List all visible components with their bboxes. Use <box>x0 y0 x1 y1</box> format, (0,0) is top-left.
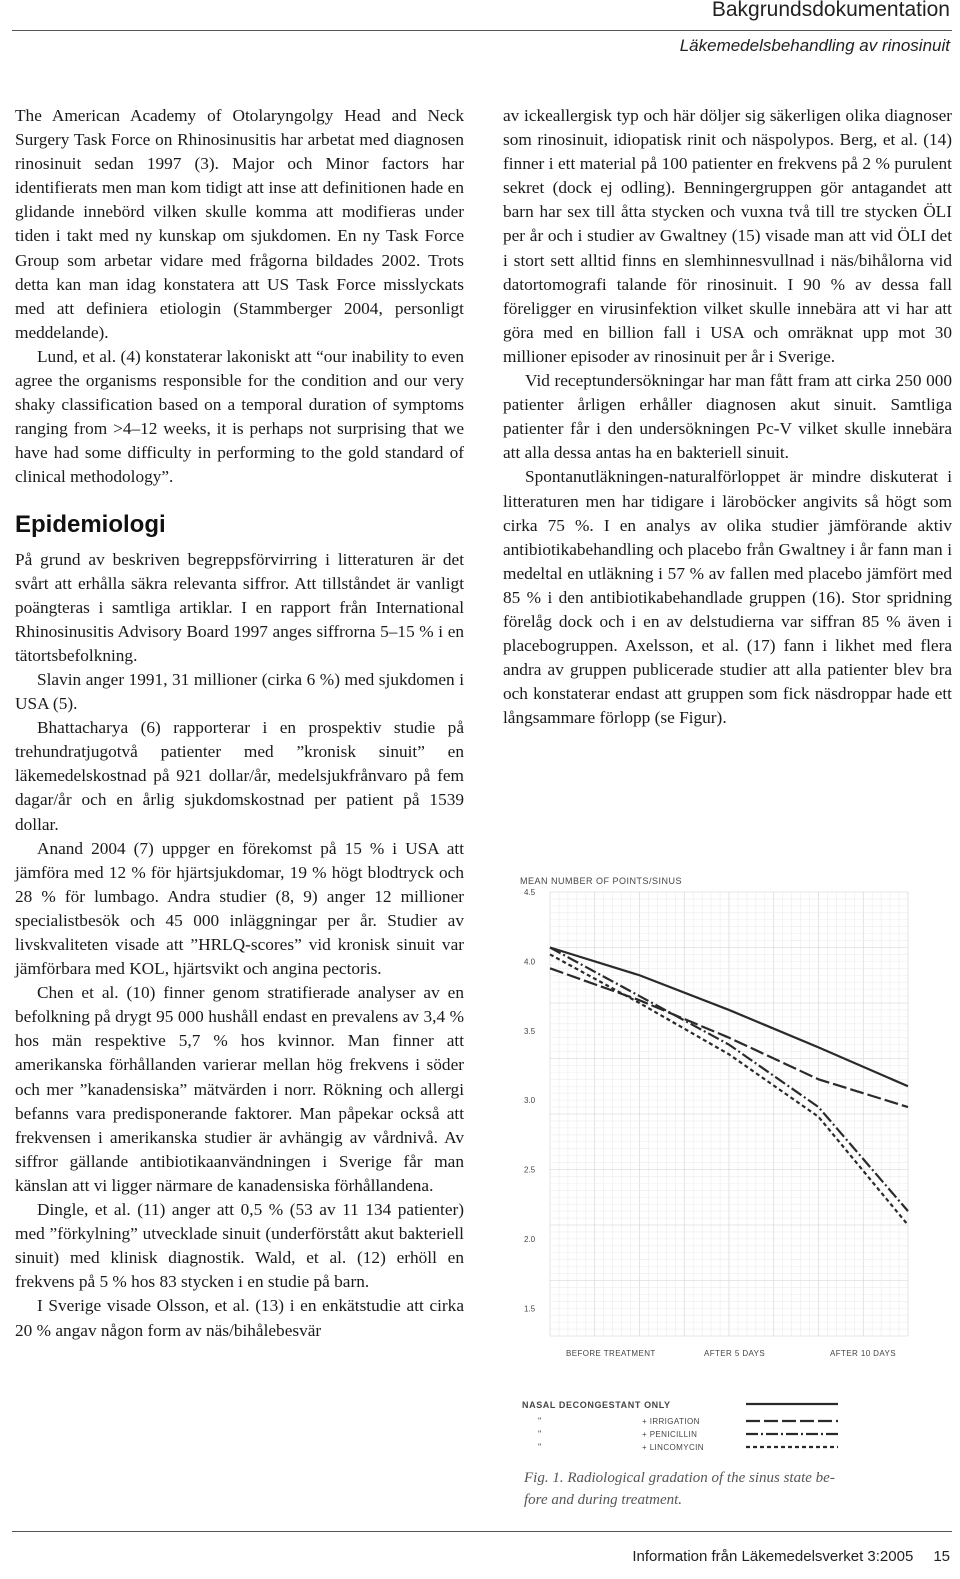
body-paragraph: Dingle, et al. (11) anger att 0,5 % (53 av 11 134 patienter) med ”förkylning” utvecklade sinuit (underförstått akut bakteriell sinuit) med klinisk diagnostik. Wald, et al. (12) erhöll en frekvens på 5 % hos 83 stycken i en studie på barn. <box>15 1200 464 1292</box>
legend-title: NASAL DECONGESTANT ONLY <box>522 1400 671 1410</box>
figure-sinus-gradation <box>508 868 952 1518</box>
figure-caption-line-2: fore and during treatment. <box>524 1492 683 1508</box>
y-tick-labels <box>524 888 536 1313</box>
y-tick-label: 2.5 <box>524 1165 536 1175</box>
body-paragraph: The American Academy of Otolaryngolgy Head and Neck Surgery Task Force on Rhinosinusitis har arbetat med diagnosen rinosinuit sedan 1997 (3). Major och Minor factors har identifierats men man kom tidigt att inse att definitionen hade en glidande innebörd vilken skulle komma att modifieras under tiden i takt med ny kunskap om sjukdomen. En ny Task Force Group som arbetar vidare med frågorna bildades 2002. Trots detta kan man idag konstatera att US Task Force misslyckats med att definiera etiologin (Stammberger 2004, personligt meddelande). <box>15 106 464 342</box>
body-paragraph: av ickeallergisk typ och här döljer sig säkerligen olika diagnoser som rinosinuit, idiopatisk rinit och näspolypos. Berg, et al. (14) finner i ett material på 100 patienter en frekvens på 2 % purulent sekret (dock ej odling). Benningergruppen gör antagandet att barn har sex till åtta stycken och vuxna två till tre stycken ÖLI per år och i studier av Gwaltney (15) visade man att vid ÖLI det i stort sett alltid finns en slemhinnesvullnad i näs/bihålorna vid datortomografi talande för rinosinuit. I 90 % av dessa fall föreligger en virusinfektion vilket skulle innebära att vi har att göra med en billion fall i USA och omräknat upp mot 30 millioner episoder av rinosinuit per år i Sverige. <box>503 106 952 366</box>
x-tick-labels <box>566 1349 896 1358</box>
body-paragraph: Vid receptundersökningar har man fått fram att cirka 250 000 patienter årligen erhåller diagnosen akut sinuit. Samtliga patienter får i den undersökningen Pc-V vilket skulle innebära att alla dessa antas ha en bakteriell sinuit. <box>503 371 952 463</box>
figure-caption-line-1: Fig. 1. Radiological gradation of the sinus state be- <box>524 1470 835 1486</box>
chart-grid <box>550 892 908 1336</box>
legend-ditto-mark: " <box>538 1416 542 1426</box>
body-paragraph: I Sverige visade Olsson, et al. (13) i en enkätstudie att cirka 20 % angav någon form av näs/bihålebesvär <box>15 1296 464 1340</box>
left-column <box>15 104 464 1343</box>
body-paragraph: På grund av beskriven begreppsförvirring i litteraturen är det svårt att erhålla säkra relevanta siffror. Att tillståndet är vanligt poängteras i samtliga artiklar. I en rapport från International Rhinosinusitis Advisory Board 1997 anges siffrorna 5–15 % i en tätortsbefolkning. <box>15 549 464 665</box>
legend-ditto-mark: " <box>538 1429 542 1439</box>
legend-ditto-mark: " <box>538 1442 542 1452</box>
x-tick-label: AFTER 10 DAYS <box>830 1349 896 1358</box>
header-rule <box>12 30 952 31</box>
chart-legend <box>522 1400 838 1452</box>
legend-label: + IRRIGATION <box>642 1417 700 1426</box>
y-tick-label: 4.0 <box>524 957 536 967</box>
body-paragraph: Chen et al. (10) finner genom stratifierade analyser av en befolkning på drygt 95 000 hushåll endast en prevalens av 3,4 % hos män respektive 5,7 % hos kvinnor. Man finner att amerikanska förhållanden varierar mellan hög frekvens i söder och mer ”kanadensiska” mätvärden i norr. Rökning och allergi befanns vara predisponerande faktorer. Man påpekar också att frekvensen i amerikanska studier är avhängig av vårdnivå. Av siffror gällande antibiotikaanvändningen i Sverige får man känslan att vi ligger närmare de kanadensiska förhållandena. <box>15 983 464 1195</box>
body-paragraph: Lund, et al. (4) konstaterar lakoniskt att “our inability to even agree the organisms responsible for the condition and our very shaky classification based on a temporal duration of symptoms ranging from >4–12 weeks, it is perhaps not surprising that we have had some difficulty in performing to the gold standard of clinical methodology”. <box>15 346 464 487</box>
y-axis-label: MEAN NUMBER OF POINTS/SINUS <box>520 876 683 886</box>
y-tick-label: 3.5 <box>524 1026 536 1036</box>
legend-label: + PENICILLIN <box>642 1430 698 1439</box>
legend-label: + LINCOMYCIN <box>642 1443 704 1452</box>
running-header-subtitle: Läkemedelsbehandling av rinosinuit <box>679 36 950 55</box>
body-paragraph: Bhattacharya (6) rapporterar i en prospektiv studie på trehundratjugotvå patienter med ”kronisk sinuit” en läkemedelskostnad på 921 dollar/år, medelsjukfrånvaro på fem dagar/år och en årlig sjukdomskostnad per patient på 1539 dollar. <box>15 718 464 834</box>
y-tick-label: 4.5 <box>524 888 536 897</box>
footer-publication: Information från Läkemedelsverket 3:2005 <box>632 1548 914 1565</box>
running-header-title: Bakgrundsdokumentation <box>711 0 950 21</box>
body-paragraph: Anand 2004 (7) uppger en förekomst på 15 % i USA att jämföra med 12 % för hjärtsjukdomar, 19 % högt blodtryck och 28 % för lumbago. Andra studier (8, 9) anger 12 millioner specialistbesök och 45 000 inläggningar per år. Studier av livskvaliteten visade att ”HRLQ-scores” vid kronisk sinuit var jämförbara med KOL, hjärtsvikt och angina pectoris. <box>15 838 464 979</box>
y-tick-label: 2.0 <box>524 1234 536 1244</box>
footer-rule <box>12 1531 952 1532</box>
y-tick-label: 3.0 <box>524 1096 536 1106</box>
page-footer <box>632 1548 950 1565</box>
body-paragraph: Spontanutläkningen-naturalförloppet är mindre diskuterat i litteraturen men har tidigare i läroböcker angivits så högt som cirka 75 %. I en analys av olika studier jämförande aktiv antibiotikabehandling och placebo från Gwaltney i år fann man i medeltal en utläkning i 57 % av fallen med placebo jämfört med 85 % i den antibiotikabehandlade gruppen (16). Stor spridning förelåg dock och i en av delstudierna var siffran 85 % även i placebogruppen. Axelsson, et al. (17) fann i likhet med flera andra av gruppen publicerade studier att alla patienter blev bra och konstaterar endast att gruppen som fick näsdroppar hade ett långsammare förlopp (se Figur). <box>503 467 952 728</box>
page-number: 15 <box>933 1548 950 1565</box>
line-chart <box>508 868 952 1518</box>
right-column <box>503 104 952 730</box>
body-paragraph: Slavin anger 1991, 31 millioner (cirka 6 %) med sjukdomen i USA (5). <box>15 669 464 714</box>
section-heading-epidemiologi: Epidemiologi <box>15 510 166 538</box>
x-tick-label: AFTER 5 DAYS <box>704 1349 766 1358</box>
y-tick-label: 1.5 <box>524 1304 536 1314</box>
x-tick-label: BEFORE TREATMENT <box>566 1349 656 1358</box>
